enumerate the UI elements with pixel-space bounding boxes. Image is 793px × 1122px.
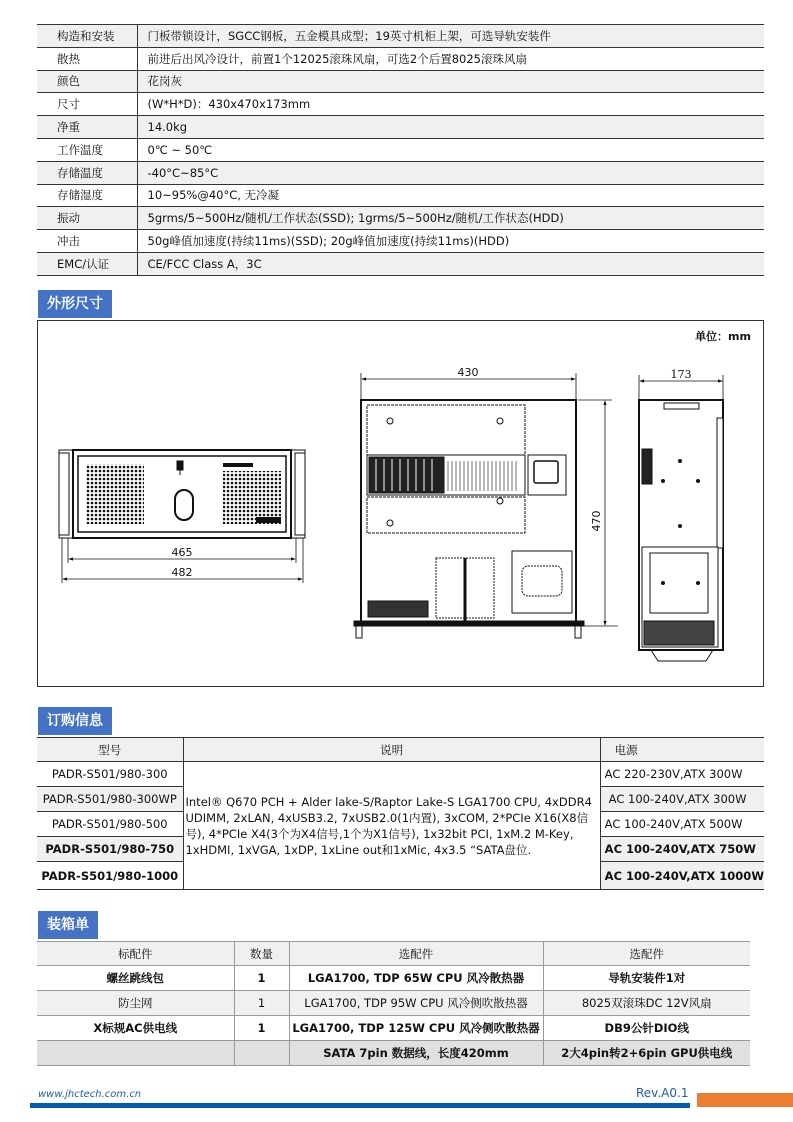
spec-value: (W*H*D)：430x470x173mm	[137, 93, 764, 116]
spec-value: -40°C~85°C	[137, 161, 764, 184]
power-cell: AC 100-240V,ATX 750W	[600, 837, 764, 862]
spec-row	[37, 138, 764, 161]
packing-row	[37, 1016, 750, 1041]
optional-item: LGA1700, TDP 125W CPU 风冷侧吹散热器	[289, 1016, 543, 1041]
header-standard: 标配件	[37, 942, 234, 966]
packing-row	[37, 1041, 750, 1066]
spec-row	[37, 230, 764, 253]
footer-revision: Rev.A0.1	[636, 1086, 689, 1100]
footer-accent-bar	[697, 1093, 793, 1107]
model-cell: PADR-S501/980-500	[37, 812, 183, 837]
power-cell: AC 100-240V,ATX 1000W	[600, 862, 764, 890]
footer-website-link[interactable]: www.jhctech.com.cn	[38, 1089, 142, 1100]
unit-label: 单位：mm	[695, 330, 751, 343]
spec-key: 冲击	[37, 230, 137, 253]
front-mesh-right	[223, 471, 281, 524]
spec-value: 10~95%@40°C, 无冷凝	[137, 184, 764, 207]
dim-label-465: 465	[171, 546, 193, 559]
spec-key: 工作温度	[37, 138, 137, 161]
spec-key: 颜色	[37, 70, 137, 93]
dim-label-430: 430	[457, 366, 479, 379]
header-optional-1: 选配件	[289, 942, 543, 966]
top-view	[354, 400, 584, 638]
order-row	[37, 762, 764, 787]
power-cell: AC 220-230V,ATX 300W	[600, 762, 764, 787]
model-cell: PADR-S501/980-300	[37, 762, 183, 787]
header-quantity: 数量	[234, 942, 289, 966]
spec-value: 50g峰值加速度(持续11ms)(SSD); 20g峰值加速度(持续11ms)(HDD)	[137, 230, 764, 253]
dimensions-section-title: 外形尺寸	[38, 290, 112, 318]
technical-drawing	[38, 321, 765, 688]
standard-item: 防尘网	[37, 991, 234, 1016]
spec-row	[37, 207, 764, 230]
power-cell: AC 100-240V,ATX 500W	[600, 812, 764, 837]
spec-key: 存储温度	[37, 161, 137, 184]
dim-label-482: 482	[171, 566, 193, 579]
spec-value: 门板带锁设计，SGCC钢板，五金模具成型；19英寸机柜上架，可选导轨安装件	[137, 25, 764, 48]
packing-row	[37, 991, 750, 1016]
header-description: 说明	[183, 738, 600, 762]
standard-item	[37, 1041, 234, 1066]
optional-item: 导轨安装件1对	[543, 966, 750, 991]
spec-key: 散热	[37, 47, 137, 70]
spec-row	[37, 93, 764, 116]
spec-value: 5grms/5~500Hz/随机/工作状态(SSD); 1grms/5~500Hz/随机/工作状态(HDD)	[137, 207, 764, 230]
optional-item: LGA1700, TDP 95W CPU 风冷侧吹散热器	[289, 991, 543, 1016]
model-cell: PADR-S501/980-1000	[37, 862, 183, 890]
spec-value: CE/FCC Class A，3C	[137, 252, 764, 275]
footer-divider	[30, 1103, 690, 1108]
power-cell: AC 100-240V,ATX 300W	[600, 787, 764, 812]
quantity: 1	[234, 1016, 289, 1041]
model-cell: PADR-S501/980-750	[37, 837, 183, 862]
front-lock	[177, 461, 183, 470]
packing-row	[37, 966, 750, 991]
description-cell: Intel® Q670 PCH + Alder lake-S/Raptor Lake-S LGA1700 CPU, 4xDDR4 UDIMM, 2xLAN, 4xUSB3.2, 7xUSB2.0(1内置), 3xCOM, 2*PCIe X16(X8信号), 4*PCIe X4(3个为X4信号,1个为X1信号), 1x32bit PCI, 1xM.2 M-Key, 1xHDMI, 1xVGA, 1xDP, 1xLine out和1xMic, 4x3.5 “SATA盘位.	[183, 762, 600, 890]
dim-label-173: 173	[670, 368, 692, 381]
header-optional-2: 选配件	[543, 942, 750, 966]
quantity	[234, 1041, 289, 1066]
optional-item: LGA1700, TDP 65W CPU 风冷散热器	[289, 966, 543, 991]
header-model: 型号	[37, 738, 183, 762]
optional-item: DB9公针DIO线	[543, 1016, 750, 1041]
dim-label-470: 470	[590, 510, 603, 532]
spec-row	[37, 161, 764, 184]
quantity: 1	[234, 966, 289, 991]
optional-item: 8025双滚珠DC 12V风扇	[543, 991, 750, 1016]
spec-row	[37, 70, 764, 93]
quantity: 1	[234, 991, 289, 1016]
model-cell: PADR-S501/980-300WP	[37, 787, 183, 812]
spec-key: 尺寸	[37, 93, 137, 116]
dimension-drawing	[37, 320, 764, 687]
header-power: 电源	[600, 738, 764, 762]
packing-section-title: 装箱单	[38, 911, 98, 939]
spec-value: 0℃ ~ 50℃	[137, 138, 764, 161]
spec-row	[37, 47, 764, 70]
optional-item: SATA 7pin 数据线，长度420mm	[289, 1041, 543, 1066]
packing-table	[37, 941, 750, 1066]
spec-row	[37, 252, 764, 275]
spec-key: 振动	[37, 207, 137, 230]
spec-value: 14.0kg	[137, 116, 764, 139]
optional-item: 2大4pin转2+6pin GPU供电线	[543, 1041, 750, 1066]
ordering-section-title: 订购信息	[38, 707, 112, 735]
spec-value: 前进后出风冷设计，前置1个12025滚珠风扇，可选2个后置8025滚珠风扇	[137, 47, 764, 70]
spec-key: 净重	[37, 116, 137, 139]
front-mesh-left	[86, 464, 144, 524]
spec-table	[37, 24, 764, 276]
spec-value: 花岗灰	[137, 70, 764, 93]
standard-item: X标规AC供电线	[37, 1016, 234, 1041]
spec-key: EMC/认证	[37, 252, 137, 275]
spec-row	[37, 25, 764, 48]
io-ports-block	[369, 457, 444, 493]
spec-row	[37, 184, 764, 207]
standard-item: 螺丝跳线包	[37, 966, 234, 991]
front-view	[59, 450, 305, 538]
spec-key: 存储湿度	[37, 184, 137, 207]
ordering-table	[37, 737, 764, 890]
spec-key: 构造和安装	[37, 25, 137, 48]
spec-row	[37, 116, 764, 139]
side-view	[639, 400, 723, 661]
